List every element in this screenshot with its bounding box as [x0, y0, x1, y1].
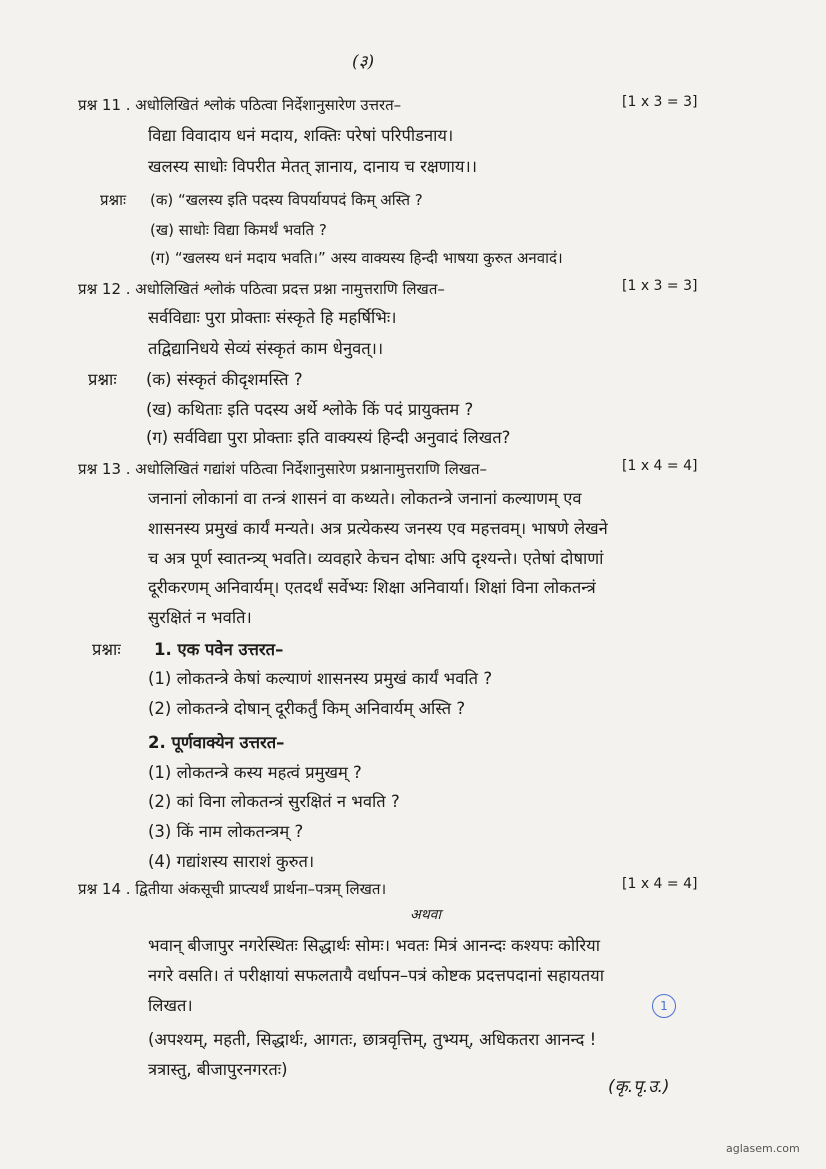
- q11-question: (ख) साधोः विद्या किमर्थं भवति ?: [150, 221, 327, 239]
- q13-passage-line: शासनस्य प्रमुखं कार्यं मन्यते। अत्र प्रत्येकस्य जनस्य एव महत्तवम्। भाषणे लेखने: [148, 519, 608, 538]
- q13-section1-question: (2) लोकतन्त्रे दोषान् दूरीकर्तुं किम् अनिवार्यम् अस्ति ?: [148, 699, 466, 718]
- q11-verse-line: विद्या विवादाय धनं मदाय, शक्तिः परेषां परिपीडनाय।: [148, 126, 454, 145]
- q13-marks: [1 x 4 = 4]: [622, 458, 698, 474]
- q12-question: (ख) कथिताः इति पदस्य अर्थे श्लोके किं पदं प्रायुक्तम ?: [146, 400, 474, 419]
- q12-verse-line: सर्वविद्याः पुरा प्रोक्ताः संस्कृते हि महर्षिभिः।: [148, 308, 397, 327]
- q13-section2-question: (2) कां विना लोकतन्त्रं सुरक्षितं न भवति ?: [148, 792, 400, 811]
- q14-body-line: त्रत्रास्तु, बीजापुरनगरतः): [148, 1060, 288, 1079]
- q13-passage-line: दूरीकरणम् अनिवार्यम्। एतदर्थं सर्वेभ्यः शिक्षा अनिवार्या। शिक्षां विना लोकतन्त्रं: [148, 578, 596, 597]
- q13-section2-question: (3) किं नाम लोकतन्त्रम् ?: [148, 822, 304, 841]
- q13-section2-question: (1) लोकतन्त्रे कस्य महत्वं प्रमुखम् ?: [148, 763, 362, 782]
- q14-marks: [1 x 4 = 4]: [622, 876, 698, 892]
- continued-overleaf-note: (कृ.पृ.उ.): [608, 1077, 670, 1097]
- q13-section1-title: 1. एक पवेन उत्तरत–: [154, 640, 284, 659]
- q13-heading: प्रश्न 13 . अधोलिखितं गद्यांशं पठित्वा निर्देशानुसारेण प्रश्नानामुत्तराणि लिखत–: [78, 460, 488, 478]
- q12-marks: [1 x 3 = 3]: [622, 278, 698, 294]
- q13-questions-label: प्रश्नाः: [92, 640, 121, 659]
- q11-questions-label: प्रश्नाः: [100, 191, 127, 209]
- q12-heading: प्रश्न 12 . अधोलिखितं श्लोकं पठित्वा प्रदत्त प्रश्ना नामुत्तराणि लिखत–: [78, 280, 445, 298]
- page-number: (३): [352, 52, 375, 72]
- q12-question: (क) संस्कृतं कीदृशमस्ति ?: [146, 370, 303, 389]
- q14-body-line: भवान् बीजापुर नगरेस्थितः सिद्धार्थः सोमः। भवतः मित्रं आनन्दः कश्यपः कोरिया: [148, 936, 600, 955]
- q13-passage-line: जनानां लोकानां वा तन्त्रं शासनं वा कथ्यते। लोकतन्त्रे जनानां कल्याणम् एव: [148, 489, 582, 508]
- q11-marks: [1 x 3 = 3]: [622, 94, 698, 110]
- q13-section2-question: (4) गद्यांशस्य साराशं कुरुत।: [148, 852, 315, 871]
- or-divider: अथवा: [410, 907, 442, 923]
- q11-question: (क) “खलस्य इति पदस्य विपर्यायपदं किम् अस्ति ?: [150, 191, 423, 209]
- watermark-footer: aglasem.com: [726, 1142, 800, 1155]
- q13-section1-question: (1) लोकतन्त्रे केषां कल्याणं शासनस्य प्रमुखं कार्यं भवति ?: [148, 669, 493, 688]
- q14-body-line: लिखत।: [148, 996, 193, 1015]
- q14-heading: प्रश्न 14 . द्वितीया अंकसूची प्राप्त्यर्थं प्रार्थना–पत्रम् लिखत।: [78, 880, 387, 898]
- q14-body-line: (अपश्यम्, महती, सिद्धार्थः, आगतः, छात्रवृत्तिम्, तुभ्यम्, अधिकतरा आनन्द !: [148, 1030, 597, 1049]
- q11-verse-line: खलस्य साधोः विपरीत मेतत् ज्ञानाय, दानाय च रक्षणाय।।: [148, 157, 477, 176]
- q11-heading: प्रश्न 11 . अधोलिखितं श्लोकं पठित्वा निर्देशानुसारेण उत्तरत–: [78, 96, 402, 114]
- q14-body-line: नगरे वसति। तं परीक्षायां सफलतायै वर्धापन–पत्रं कोष्टक प्रदत्तपदानां सहायतया: [148, 966, 604, 985]
- q13-passage-line: च अत्र पूर्ण स्वातन्त्र्य् भवति। व्यवहारे केचन दोषाः अपि दृश्यन्ते। एतेषां दोषाणां: [148, 549, 604, 568]
- handwritten-circle-mark: 1: [652, 994, 676, 1018]
- q13-section2-title: 2. पूर्णवाक्येन उत्तरत–: [148, 733, 285, 752]
- q12-question: (ग) सर्वविद्या पुरा प्रोक्ताः इति वाक्यस्यं हिन्दी अनुवादं लिखत?: [146, 428, 511, 447]
- q11-question: (ग) “खलस्य धनं मदाय भवति।” अस्य वाक्यस्य हिन्दी भाषया कुरुत अनवादं।: [150, 249, 563, 267]
- q12-questions-label: प्रश्नाः: [88, 370, 117, 389]
- q12-verse-line: तद्विद्यानिधये सेव्यं संस्कृतं काम धेनुवत्।।: [148, 339, 384, 358]
- q13-passage-line: सुरक्षितं न भवति।: [148, 608, 252, 627]
